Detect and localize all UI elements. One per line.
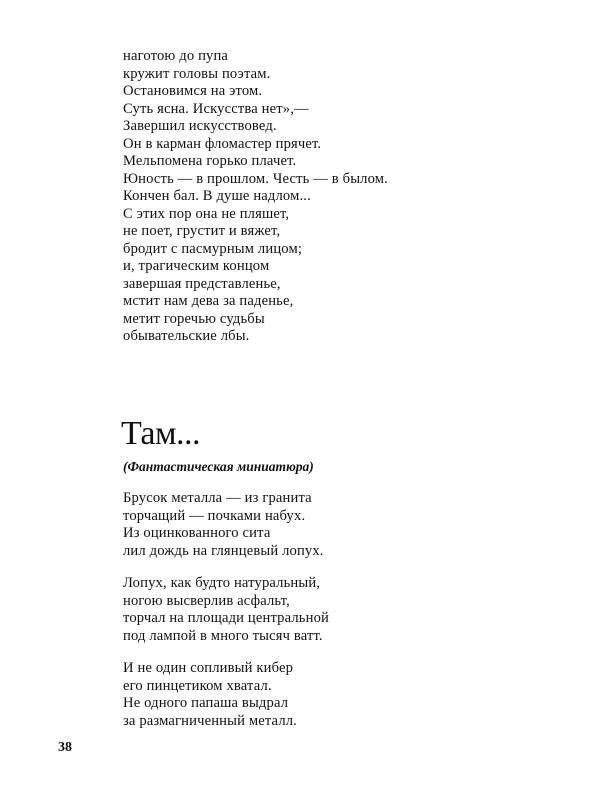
poem-line: С этих пор она не пляшет, [123,205,290,222]
poem-line: Остановимся на этом. [123,83,263,99]
poem-line: его пинцетиком хватал. [123,677,272,694]
poem-line: не поет, грустит и вяжет, [123,223,281,239]
poem-line: Из оцинкованного сита [123,525,271,541]
poem-subtitle: (Фантастическая миниатюра) [123,459,314,474]
poem-line: Лопух, как будто натуральный, [123,575,321,591]
poem-line: наготою до пупа [123,48,229,64]
poem-line: Суть ясна. Искусства нет»,— [123,100,309,117]
poem-line: торчащий — почками набух. [123,507,306,524]
poem-line: бродит с пасмурным лицом; [123,240,303,257]
poem-line: Брусок металла — из гранита [123,490,312,506]
stanza [123,575,453,645]
stanza [123,490,453,560]
poem-line: Кончен бал. В душе надлом... [123,188,311,204]
poem-title: Там... [121,415,201,452]
poem-line: Завершил искусствовед. [123,118,277,134]
poem-line: Юность — в прошлом. Честь — в былом. [123,170,388,187]
stanza [123,660,453,730]
page-number: 38 [58,740,72,755]
poem-line: ногою высверлив асфальт, [123,592,290,609]
poem-line: Не одного папаша выдрал [123,695,289,711]
poem-line: и, трагическим концом [123,258,270,274]
poem-line: лил дождь на глянцевый лопух. [123,542,324,559]
poem-continuation [123,48,453,346]
poem-line: торчал на площади центральной [123,610,329,626]
poem-line: И не один сопливый кибер [123,660,294,676]
poem-line: мстит нам дева за паденье, [123,293,294,309]
poem-line: за размагниченный металл. [123,712,297,729]
poem-line: метит горечью судьбы [123,310,265,327]
poem-line: Мельпомена горько плачет. [123,153,297,169]
poem-line: завершая представленье, [123,275,281,292]
poem-line: обывательские лбы. [123,328,250,344]
poem-line: Он в карман фломастер прячет. [123,135,322,152]
poem-line: под лампой в много тысяч ватт. [123,627,323,644]
poem-line: кружит головы поэтам. [123,65,271,82]
